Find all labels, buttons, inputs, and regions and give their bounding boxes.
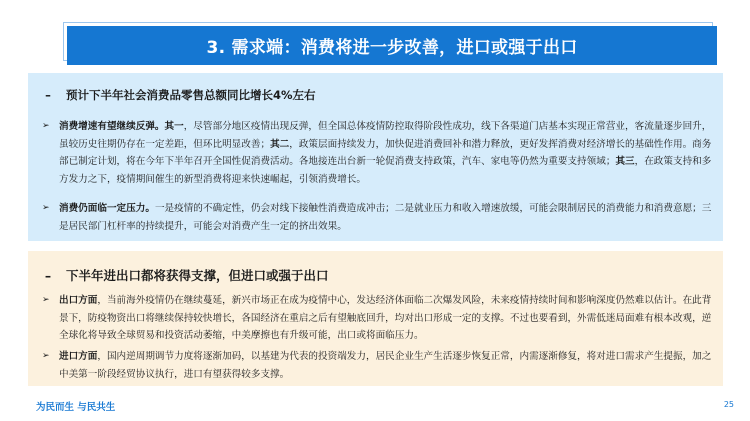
bullet-text	[59, 292, 713, 345]
footer-slogan: 为民而生 与民共生	[36, 402, 116, 413]
bullet-text	[59, 200, 713, 235]
bullet-text	[59, 348, 713, 383]
bold-text-run: 其二	[270, 138, 290, 150]
bullet-consumption-rebound	[42, 118, 713, 188]
text-run: ，尽管部分地区疫情出现反弹，但全国总体疫情防控取得阶段性成功，线下各渠道门店基本实现正常营业，客流量逐步回升，虽较历史往期仍存在一定差距，但环比明显改善；	[59, 121, 712, 150]
bold-text-run: 其三	[615, 156, 635, 168]
text-run: ，国内逆周期调节力度将逐渐加码，以基建为代表的投资端发力，居民企业生产生活逐步恢复正常，内需逐渐修复，将对进口需求产生提振，加之中美第一阶段经贸协议执行，进口有望获得较多支撑。	[59, 351, 712, 380]
trade-panel	[28, 251, 723, 386]
consumption-heading	[42, 87, 316, 103]
arrow-bullet-icon: ➢	[42, 351, 50, 361]
bullet-exports	[42, 292, 713, 345]
arrow-bullet-icon: ➢	[42, 203, 50, 213]
bullet-text	[59, 118, 713, 188]
slide-title: 3. 需求端：消费将进一步改善，进口或强于出口	[67, 26, 717, 65]
consumption-heading-text: 预计下半年社会消费品零售总额同比增长4%左右	[66, 88, 316, 102]
text-run: ，在政策支持和多方发力之下，疫情期间催生的新型消费将迎来快速崛起，引领消费增长。	[59, 156, 712, 185]
trade-heading-text: 下半年进出口都将获得支撑，但进口或强于出口	[66, 268, 329, 283]
arrow-bullet-icon: ➢	[42, 295, 50, 305]
page-number: 25	[723, 400, 734, 409]
bullet-consumption-pressure	[42, 200, 713, 235]
bold-text-run: 进口方面	[59, 351, 98, 362]
text-run: ，政策层面持续发力，加快促进消费回补和潜力释放，更好发挥消费对经济增长的基础性作用。商务部已制定计划，将在今年下半年召开全国性促消费活动。各地接连出台新一轮促消费支持政策，汽车、家电等仍然为重要支持领域；	[59, 138, 712, 168]
bold-text-run: 消费增速有望继续反弹。	[59, 121, 165, 132]
text-run: 一是疫情的不确定性，仍会对线下接触性消费造成冲击；二是就业压力和收入增速放缓，可能会限制居民的消费能力和消费意愿；三是居民部门杠杆率的持续提升，可能会对消费产生一定的挤出效果。	[59, 203, 712, 232]
bold-text-run: 出口方面	[59, 295, 98, 306]
bullet-imports	[42, 348, 713, 383]
dash-bullet-icon: –	[45, 88, 51, 102]
bold-text-run: 其一	[164, 121, 184, 132]
arrow-bullet-icon: ➢	[42, 121, 50, 131]
text-run: ，当前海外疫情仍在继续蔓延，新兴市场正在成为疫情中心，发达经济体面临二次爆发风险，未来疫情持续时间和影响深度仍然难以估计。在此背景下，防疫物资出口将继续保持较快增长，各国经济在重启之后有望触底回升，均对出口形成一定的支撑。不过也要看到，外需低迷局面难有根本改观，逆全球化将导致全球贸易和投资活动萎缩，中美摩擦也有升级可能，出口或将面临压力。	[59, 295, 712, 342]
dash-bullet-icon: –	[44, 267, 52, 283]
consumption-panel	[28, 73, 723, 241]
bold-text-run: 消费仍面临一定压力。	[59, 203, 155, 214]
trade-heading	[42, 266, 329, 284]
